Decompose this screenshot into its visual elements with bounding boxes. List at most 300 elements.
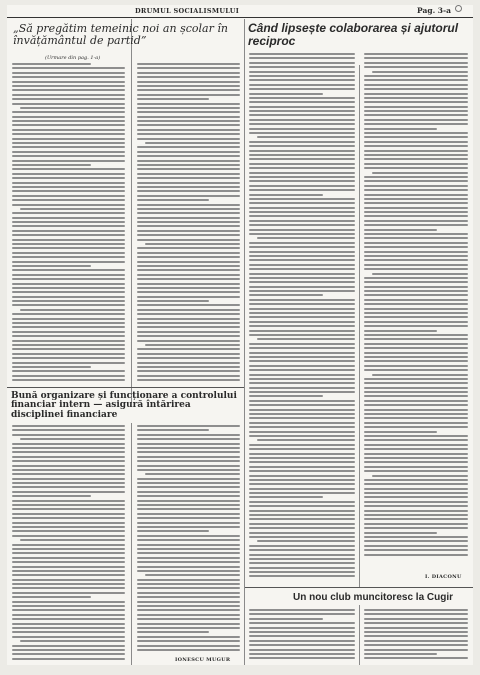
body-text-line	[12, 230, 125, 232]
body-text-line	[364, 453, 468, 455]
body-text-line	[12, 296, 125, 298]
body-text-line	[145, 473, 240, 475]
body-text-line	[364, 488, 468, 490]
body-text-line	[12, 425, 125, 427]
article-signature: IONESCU MUGUR	[175, 657, 231, 663]
body-text-line	[137, 627, 240, 629]
body-text-line	[137, 579, 240, 581]
body-text-line	[249, 479, 355, 481]
body-text-line	[137, 340, 240, 342]
body-text-line	[364, 618, 468, 620]
body-text-line	[249, 246, 355, 248]
body-text-line	[364, 492, 468, 494]
article-text-column	[137, 425, 240, 655]
body-text-line	[137, 645, 240, 647]
body-text-line	[137, 465, 240, 467]
body-text-line	[364, 365, 468, 367]
body-text-line	[249, 79, 355, 81]
body-text-line	[137, 486, 240, 488]
body-text-line	[364, 470, 468, 472]
body-text-line	[249, 343, 355, 345]
body-text-line	[364, 132, 468, 134]
body-text-line	[364, 422, 468, 424]
body-text-line	[137, 76, 240, 78]
body-text-line	[137, 230, 240, 232]
body-text-line	[12, 482, 125, 484]
body-text-line	[12, 535, 125, 537]
body-text-line	[364, 343, 468, 345]
body-text-line	[249, 224, 355, 226]
body-text-line	[137, 539, 240, 541]
body-text-line	[249, 233, 355, 235]
body-text-line	[249, 461, 355, 463]
article-headline: Bună organizare și funcționare a controlului financiar intern — asigură întărirea disciplinei financiare	[11, 391, 237, 420]
body-text-line	[364, 635, 468, 637]
body-text-line	[364, 609, 468, 611]
body-text-line	[364, 540, 468, 542]
body-text-line	[137, 495, 240, 497]
body-text-line	[12, 370, 125, 372]
body-text-line	[137, 133, 240, 135]
binding-hole-mark	[455, 5, 462, 12]
body-text-line	[249, 325, 355, 327]
body-text-line	[249, 198, 355, 200]
body-text-line	[372, 475, 468, 477]
body-text-line	[12, 526, 125, 528]
article-text-column	[12, 425, 125, 663]
body-text-line	[12, 601, 125, 603]
body-text-line	[249, 404, 355, 406]
body-text-line	[249, 211, 355, 213]
body-text-line	[249, 549, 355, 551]
body-text-line	[12, 269, 125, 271]
body-text-line	[12, 645, 125, 647]
body-text-line	[137, 173, 240, 175]
newspaper-name: DRUMUL SOCIALISMULUI	[135, 7, 240, 15]
body-text-line	[137, 322, 240, 324]
body-text-line	[12, 322, 125, 324]
body-text-line	[249, 365, 355, 367]
body-text-line	[12, 557, 125, 559]
body-text-line	[137, 561, 240, 563]
body-text-line	[137, 212, 240, 214]
body-text-line	[364, 431, 437, 433]
body-text-line	[12, 129, 125, 131]
body-text-line	[12, 649, 125, 651]
body-text-line	[137, 247, 240, 249]
body-text-line	[364, 233, 468, 235]
body-text-line	[137, 443, 240, 445]
body-text-line	[364, 101, 468, 103]
body-text-line	[364, 163, 468, 165]
body-text-line	[249, 268, 355, 270]
body-text-line	[137, 469, 240, 471]
body-text-line	[12, 313, 125, 315]
body-text-line	[364, 110, 468, 112]
body-text-line	[364, 75, 468, 77]
body-text-line	[137, 504, 240, 506]
body-text-line	[12, 177, 125, 179]
body-text-line	[364, 93, 468, 95]
body-text-line	[137, 447, 240, 449]
body-text-line	[12, 274, 125, 276]
body-text-line	[12, 443, 125, 445]
body-text-line	[12, 375, 125, 377]
body-text-line	[249, 110, 355, 112]
body-text-line	[12, 265, 91, 267]
body-text-line	[137, 335, 240, 337]
body-text-line	[249, 281, 355, 283]
body-text-line	[364, 347, 468, 349]
body-text-line	[137, 429, 209, 431]
body-text-line	[364, 202, 468, 204]
body-text-line	[364, 325, 468, 327]
body-text-line	[364, 158, 468, 160]
body-text-line	[249, 172, 355, 174]
body-text-line	[364, 141, 468, 143]
body-text-line	[12, 636, 125, 638]
body-text-line	[364, 299, 468, 301]
body-text-line	[12, 627, 125, 629]
body-text-line	[364, 536, 468, 538]
body-text-line	[20, 107, 125, 109]
body-text-line	[249, 466, 355, 468]
body-text-line	[12, 596, 91, 598]
body-text-line	[137, 331, 240, 333]
body-text-line	[12, 530, 125, 532]
body-text-line	[12, 76, 125, 78]
body-text-line	[372, 273, 468, 275]
body-text-line	[12, 221, 125, 223]
body-text-line	[364, 268, 468, 270]
body-text-line	[249, 444, 355, 446]
body-text-line	[137, 309, 240, 311]
body-text-line	[249, 321, 355, 323]
body-text-line	[249, 501, 355, 503]
body-text-line	[364, 136, 468, 138]
body-text-line	[137, 252, 240, 254]
body-text-line	[137, 146, 240, 148]
body-text-line	[12, 98, 125, 100]
body-text-line	[137, 434, 240, 436]
body-text-line	[137, 640, 240, 642]
body-text-line	[12, 291, 125, 293]
body-text-line	[364, 62, 468, 64]
body-text-line	[12, 243, 125, 245]
body-text-line	[257, 439, 355, 441]
body-text-line	[137, 291, 240, 293]
body-text-line	[12, 146, 125, 148]
body-text-line	[137, 318, 240, 320]
body-text-line	[249, 635, 355, 637]
body-text-line	[12, 570, 125, 572]
body-text-line	[12, 486, 125, 488]
body-text-line	[249, 114, 355, 116]
body-text-line	[364, 400, 468, 402]
body-text-line	[137, 508, 240, 510]
body-text-line	[249, 554, 355, 556]
body-text-line	[249, 653, 355, 655]
body-text-line	[249, 132, 355, 134]
body-text-line	[12, 199, 125, 201]
body-text-line	[249, 141, 355, 143]
body-text-line	[12, 495, 91, 497]
body-text-line	[12, 344, 125, 346]
body-text-line	[137, 107, 240, 109]
body-text-line	[20, 309, 125, 311]
body-text-line	[364, 229, 437, 231]
body-text-line	[249, 649, 355, 651]
body-text-line	[249, 251, 355, 253]
body-text-line	[364, 194, 468, 196]
body-text-line	[12, 561, 125, 563]
body-text-line	[12, 204, 125, 206]
body-text-line	[364, 649, 468, 651]
body-text-line	[12, 362, 125, 364]
body-text-line	[249, 613, 355, 615]
body-text-line	[137, 155, 240, 157]
article-text-column	[249, 609, 355, 663]
body-text-line	[137, 160, 240, 162]
body-text-line	[137, 85, 240, 87]
body-text-line	[137, 63, 240, 65]
body-text-line	[137, 460, 240, 462]
body-text-line	[249, 347, 355, 349]
body-text-line	[249, 391, 355, 393]
body-text-line	[12, 508, 125, 510]
body-text-line	[12, 434, 125, 436]
body-text-line	[12, 583, 125, 585]
body-text-line	[364, 316, 468, 318]
body-text-line	[12, 326, 125, 328]
page-number: Pag. 3-a	[417, 6, 451, 15]
body-text-line	[12, 513, 125, 515]
article-headline: Un nou club muncitoresc la Cugir	[293, 592, 454, 603]
body-text-line	[137, 535, 240, 537]
body-text-line	[364, 395, 468, 397]
body-text-line	[137, 605, 240, 607]
body-text-line	[364, 382, 468, 384]
body-text-line	[249, 492, 355, 494]
body-text-line	[364, 88, 468, 90]
body-text-line	[137, 570, 240, 572]
body-text-line	[137, 618, 240, 620]
body-text-line	[137, 116, 240, 118]
body-text-line	[249, 97, 355, 99]
body-text-line	[364, 510, 468, 512]
body-text-line	[364, 338, 468, 340]
body-text-line	[364, 391, 468, 393]
body-text-line	[364, 255, 468, 257]
body-text-line	[364, 294, 468, 296]
body-text-line	[249, 369, 355, 371]
body-text-line	[364, 653, 437, 655]
body-text-line	[12, 504, 125, 506]
body-text-line	[137, 89, 240, 91]
body-text-line	[257, 136, 355, 138]
body-text-line	[364, 549, 468, 551]
article-divider	[245, 587, 473, 588]
body-text-line	[249, 510, 355, 512]
body-text-line	[12, 605, 125, 607]
body-text-line	[364, 657, 468, 659]
body-text-line	[364, 527, 468, 529]
body-text-line	[12, 283, 125, 285]
body-text-line	[249, 185, 355, 187]
body-text-line	[364, 369, 468, 371]
body-text-line	[137, 265, 240, 267]
body-text-line	[364, 220, 468, 222]
column-divider	[131, 423, 132, 665]
body-text-line	[12, 256, 125, 258]
body-text-line	[12, 548, 125, 550]
body-text-line	[249, 567, 355, 569]
body-text-line	[12, 225, 125, 227]
body-text-line	[12, 278, 125, 280]
body-text-line	[364, 505, 468, 507]
body-text-line	[137, 526, 240, 528]
body-text-line	[12, 631, 125, 633]
body-text-line	[372, 172, 468, 174]
body-text-line	[12, 142, 125, 144]
body-text-line	[249, 496, 323, 498]
body-text-line	[364, 286, 468, 288]
body-text-line	[249, 167, 355, 169]
body-text-line	[249, 207, 355, 209]
body-text-line	[12, 491, 125, 493]
body-text-line	[364, 167, 468, 169]
body-text-line	[12, 522, 125, 524]
body-text-line	[12, 234, 125, 236]
body-text-line	[249, 395, 323, 397]
body-text-line	[249, 215, 355, 217]
body-text-line	[249, 316, 355, 318]
body-text-line	[12, 164, 91, 166]
body-text-line	[137, 631, 209, 633]
body-text-line	[249, 145, 355, 147]
body-text-line	[249, 374, 355, 376]
body-text-line	[137, 438, 240, 440]
body-text-line	[364, 466, 468, 468]
body-text-line	[137, 530, 209, 532]
body-text-line	[137, 239, 240, 241]
article-divider	[7, 387, 244, 388]
article-headline: „Să pregătim temeinic noi an școlar în învățământul de partid”	[13, 22, 228, 47]
body-text-line	[249, 523, 355, 525]
body-text-line	[137, 204, 240, 206]
body-text-line	[364, 330, 437, 332]
body-text-line	[249, 644, 355, 646]
body-text-line	[249, 294, 323, 296]
body-text-line	[137, 478, 240, 480]
body-text-line	[249, 640, 355, 642]
body-text-line	[364, 259, 468, 261]
body-text-line	[364, 237, 468, 239]
body-text-line	[249, 119, 355, 121]
body-text-line	[12, 614, 125, 616]
body-text-line	[364, 409, 468, 411]
body-text-line	[364, 150, 468, 152]
body-text-line	[249, 378, 355, 380]
body-text-line	[249, 409, 355, 411]
body-text-line	[364, 426, 468, 428]
body-text-line	[12, 429, 125, 431]
body-text-line	[20, 640, 125, 642]
body-text-line	[249, 575, 355, 577]
body-text-line	[249, 158, 355, 160]
body-text-line	[364, 360, 468, 362]
body-text-line	[137, 366, 240, 368]
body-text-line	[12, 261, 125, 263]
body-text-line	[249, 417, 355, 419]
body-text-line	[249, 229, 355, 231]
body-text-line	[137, 138, 240, 140]
body-text-line	[137, 296, 240, 298]
body-text-line	[12, 331, 125, 333]
body-text-line	[12, 379, 125, 381]
body-text-line	[137, 287, 240, 289]
body-text-line	[12, 252, 125, 254]
body-text-line	[364, 413, 468, 415]
body-text-line	[137, 221, 240, 223]
body-text-line	[137, 357, 240, 359]
body-text-line	[12, 618, 125, 620]
body-text-line	[137, 182, 240, 184]
body-text-line	[364, 145, 468, 147]
body-text-line	[249, 128, 355, 130]
body-text-line	[249, 426, 355, 428]
body-text-line	[12, 168, 125, 170]
body-text-line	[137, 177, 240, 179]
body-text-line	[364, 334, 468, 336]
body-text-line	[12, 186, 125, 188]
body-text-line	[249, 93, 323, 95]
body-text-line	[137, 274, 240, 276]
body-text-line	[137, 375, 240, 377]
body-text-line	[364, 417, 468, 419]
body-text-line	[364, 176, 468, 178]
body-text-line	[12, 460, 125, 462]
body-text-line	[364, 224, 468, 226]
body-text-line	[249, 618, 323, 620]
body-text-line	[364, 251, 468, 253]
body-text-line	[137, 513, 240, 515]
body-text-line	[12, 348, 125, 350]
body-text-line	[364, 57, 468, 59]
body-text-line	[249, 303, 355, 305]
body-text-line	[364, 523, 468, 525]
body-text-line	[145, 243, 240, 245]
body-text-line	[12, 300, 125, 302]
body-text-line	[12, 195, 125, 197]
body-text-line	[137, 636, 240, 638]
body-text-line	[12, 544, 125, 546]
body-text-line	[364, 79, 468, 81]
body-text-line	[364, 53, 468, 55]
body-text-line	[249, 264, 355, 266]
body-text-line	[137, 587, 240, 589]
body-text-line	[249, 360, 355, 362]
body-text-line	[364, 640, 468, 642]
body-text-line	[145, 344, 240, 346]
body-text-line	[249, 545, 355, 547]
body-text-line	[12, 63, 91, 65]
body-text-line	[249, 308, 355, 310]
body-text-line	[12, 574, 125, 576]
article-text-column	[12, 63, 125, 385]
body-text-line	[137, 456, 240, 458]
body-text-line	[249, 150, 355, 152]
